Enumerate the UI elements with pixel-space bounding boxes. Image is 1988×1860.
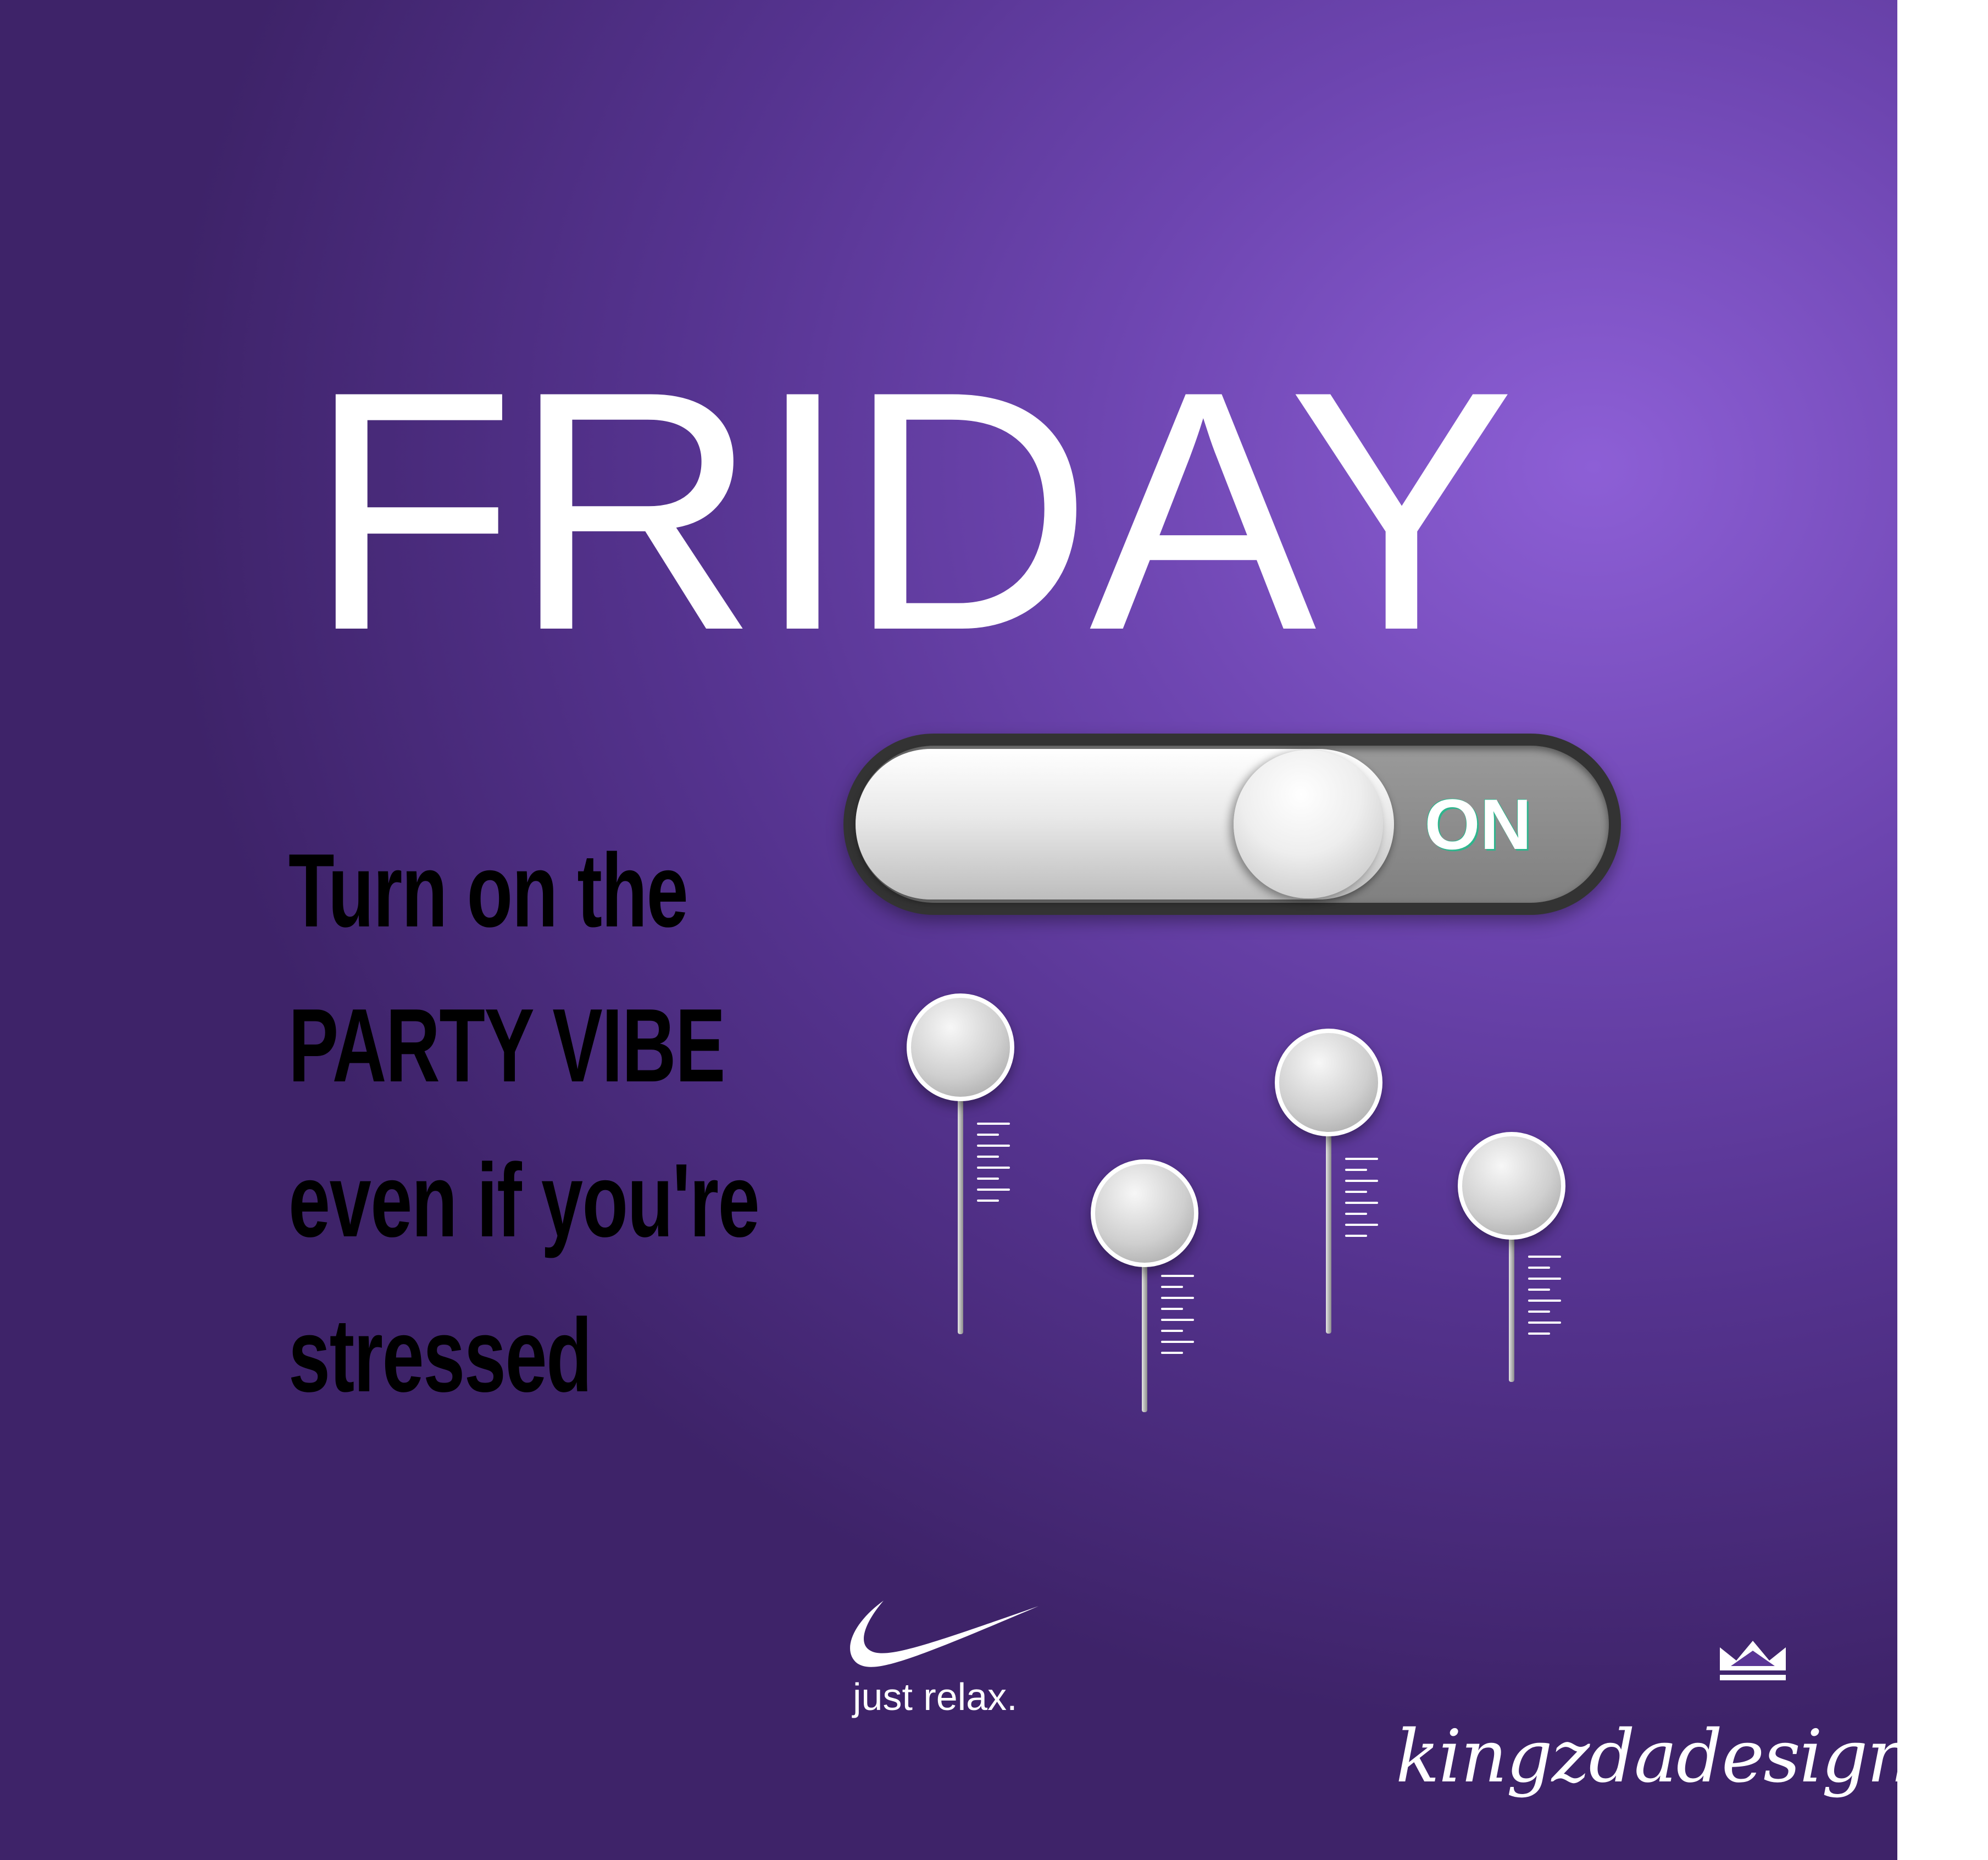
fader-tick (977, 1178, 999, 1180)
fader-stem (1142, 1253, 1147, 1412)
fader-tick (1345, 1235, 1367, 1237)
fader-tick (977, 1156, 999, 1158)
fader-tick (1528, 1322, 1561, 1324)
slogan: just relax. (853, 1675, 1018, 1718)
fader-tick (1161, 1308, 1183, 1310)
fader-tick (1161, 1286, 1183, 1288)
fader-tick (1345, 1224, 1378, 1226)
fader-stem (958, 1087, 963, 1334)
swoosh-icon (835, 1591, 1039, 1673)
fader-stem (1326, 1122, 1331, 1334)
fader-tick (1345, 1213, 1367, 1215)
fader-tick (1345, 1191, 1367, 1193)
fader-knob[interactable] (1091, 1159, 1198, 1267)
crown-icon (1714, 1637, 1791, 1687)
fader-tick (1345, 1202, 1378, 1204)
fader-tick (1161, 1275, 1194, 1277)
fader-knob[interactable] (1458, 1132, 1565, 1240)
fader-tick (1345, 1169, 1367, 1171)
fader-tick (977, 1167, 1010, 1169)
fader-tick (1345, 1180, 1378, 1182)
fader-tick (1161, 1352, 1183, 1354)
fader-tick (1161, 1297, 1194, 1299)
fader-1[interactable] (901, 993, 1022, 1334)
designer-signature: kingzdadesigner (1396, 1714, 1988, 1799)
tagline-line-2: PARTY VIBE (288, 987, 725, 1104)
fader-tick (977, 1200, 999, 1202)
fader-tick (1528, 1256, 1561, 1258)
fader-tick (1528, 1300, 1561, 1302)
fader-tick (1345, 1158, 1378, 1160)
fader-tick (1161, 1319, 1194, 1321)
fader-3[interactable] (1269, 1029, 1390, 1334)
switch-knob[interactable] (1234, 750, 1383, 898)
fader-knob[interactable] (1275, 1029, 1382, 1136)
fader-tick (977, 1134, 999, 1136)
fader-tick (1528, 1267, 1550, 1269)
fader-tick (977, 1189, 1010, 1191)
fader-tick (1161, 1330, 1183, 1332)
tagline-line-4: stressed (288, 1297, 592, 1414)
fader-knob[interactable] (907, 993, 1014, 1101)
fader-tick (977, 1145, 1010, 1147)
switch-state-label: ON (1424, 784, 1532, 864)
tagline (288, 813, 759, 1433)
tagline-line-1: Turn on the (288, 832, 688, 949)
tagline-line-3: even if you're (288, 1142, 759, 1259)
fader-tick (1528, 1311, 1550, 1313)
fader-tick (1528, 1332, 1550, 1335)
fader-tick (1161, 1341, 1194, 1343)
headline: FRIDAY (308, 321, 1512, 701)
fader-tick (1528, 1278, 1561, 1280)
fader-tick (1528, 1289, 1550, 1291)
fader-4[interactable] (1452, 1132, 1573, 1382)
fader-tick (977, 1123, 1010, 1125)
party-switch[interactable] (843, 734, 1621, 915)
fader-2[interactable] (1085, 1159, 1206, 1412)
fader-stem (1509, 1225, 1514, 1382)
